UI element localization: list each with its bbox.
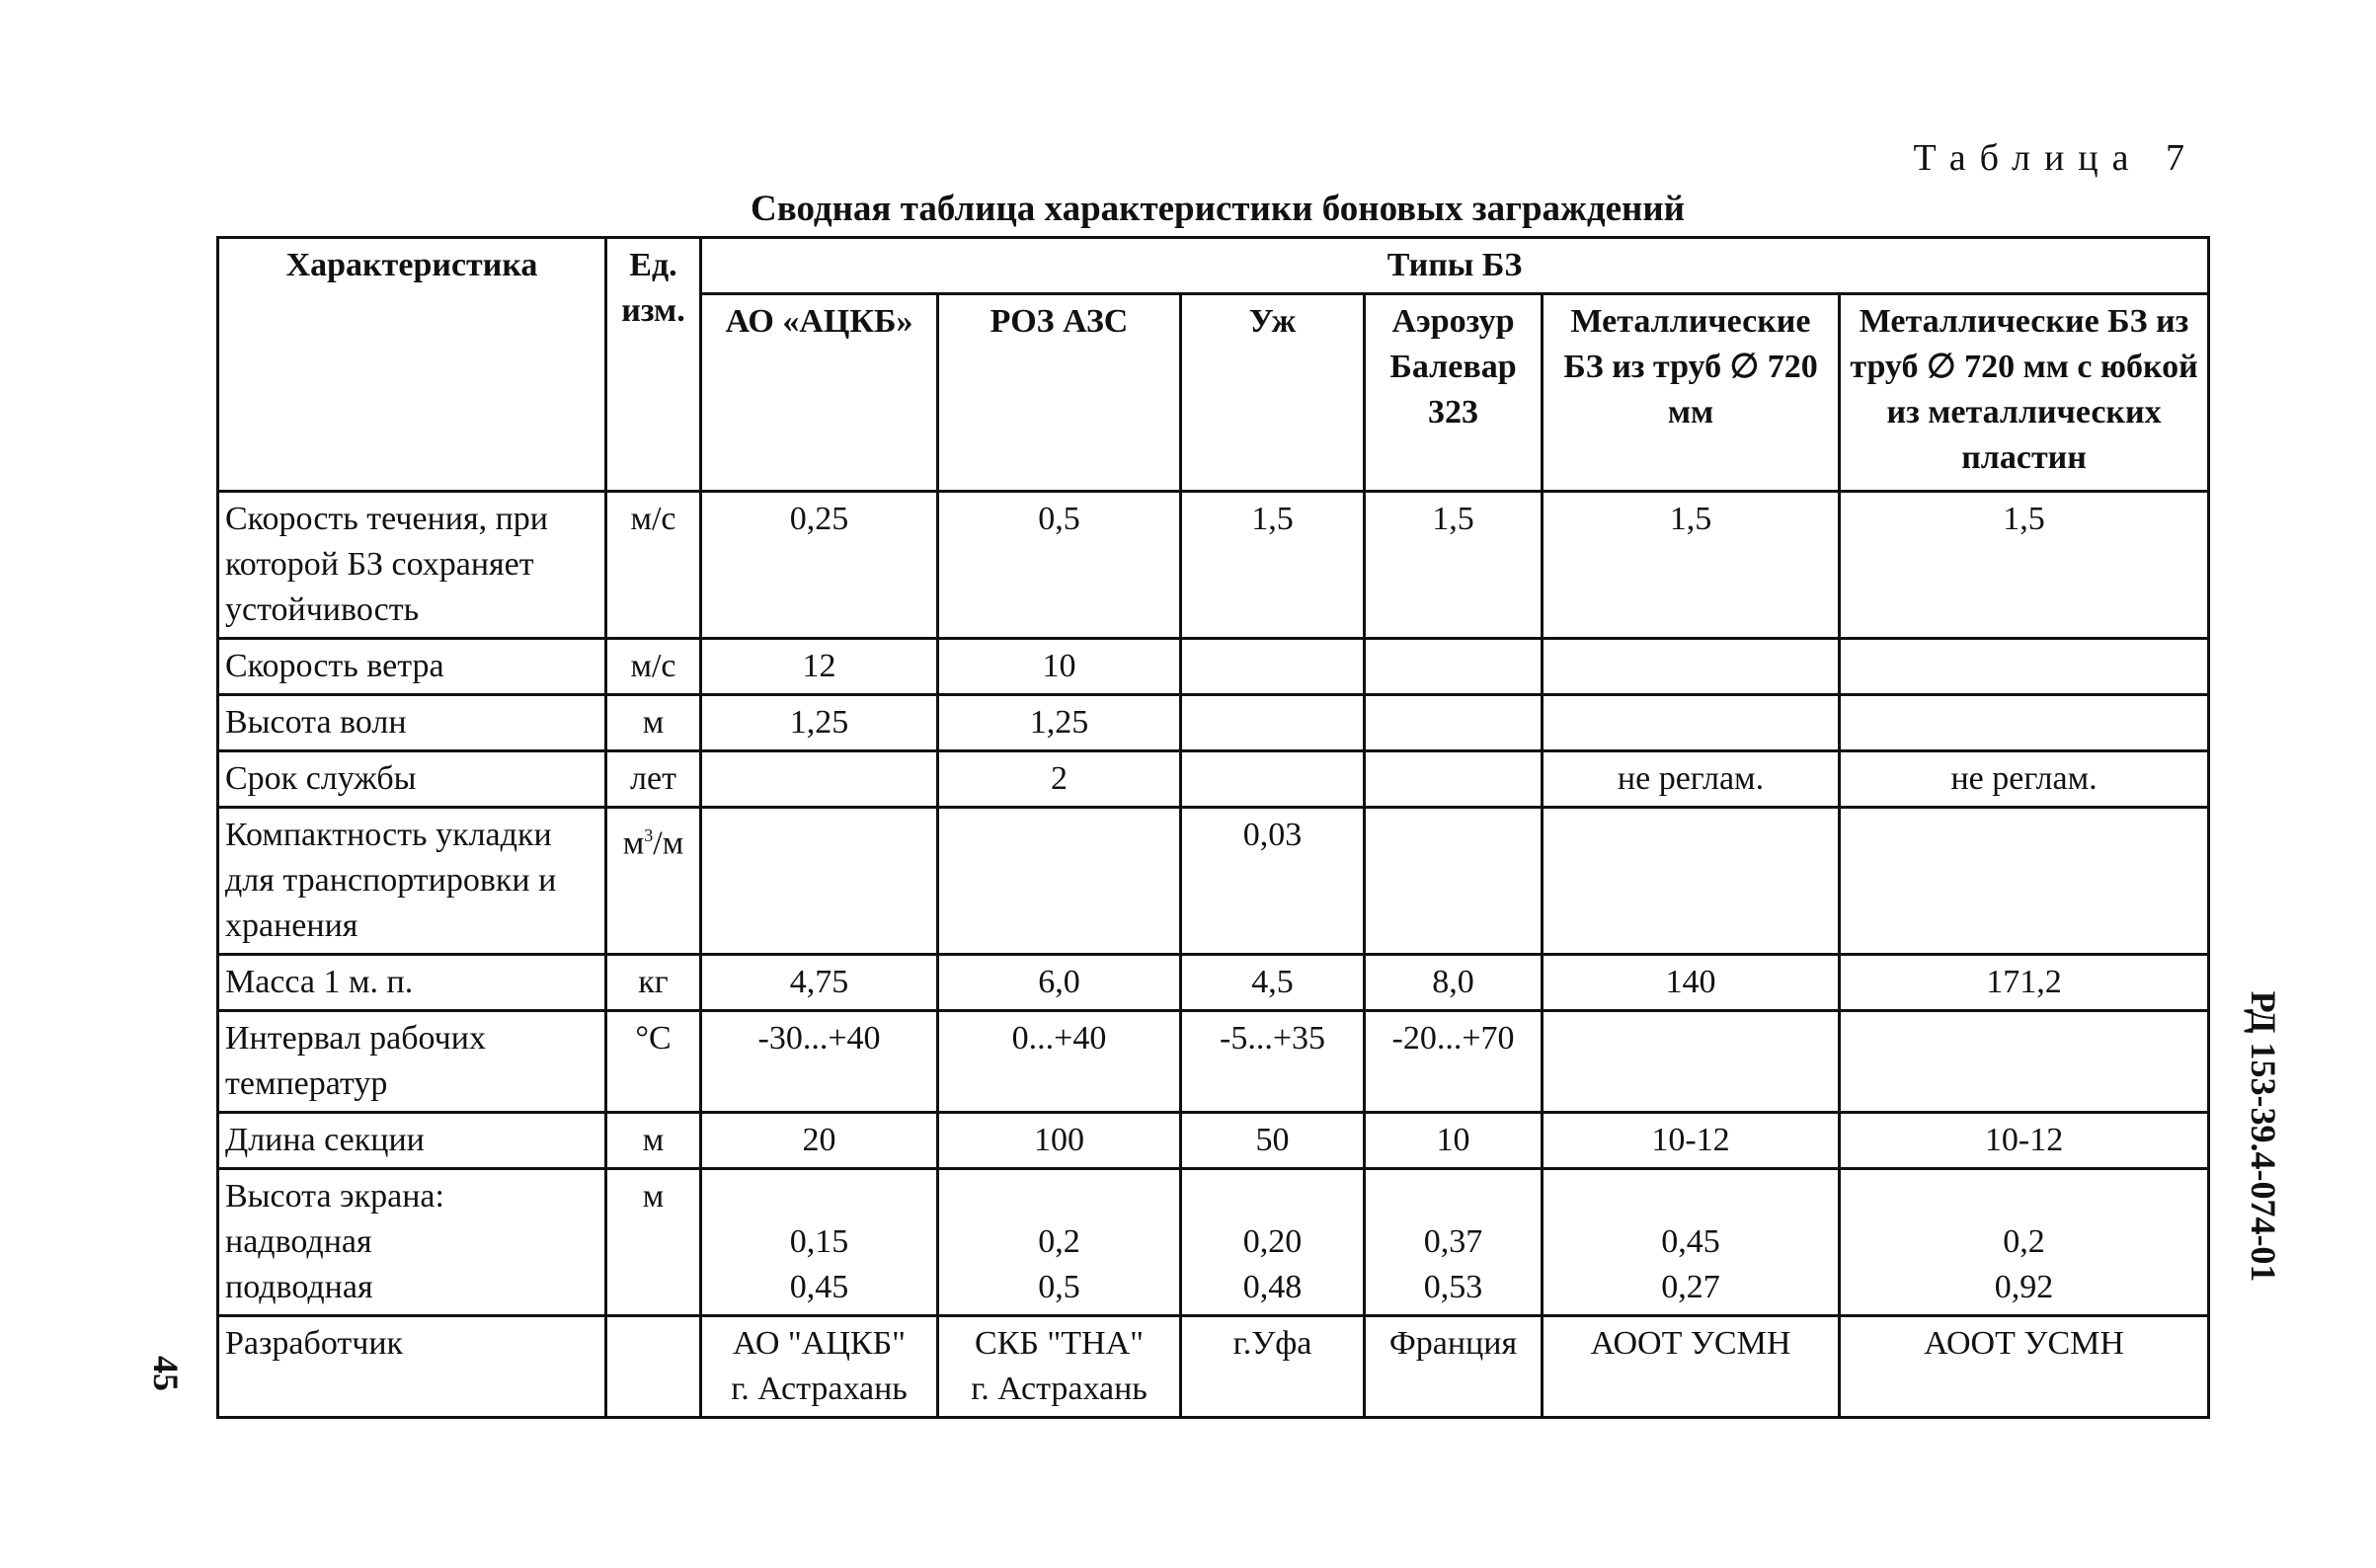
characteristic-cell: Высота волн [218, 695, 606, 751]
column-header: Аэрозур Балевар 323 [1365, 294, 1543, 492]
value-cell: -5...+35 [1181, 1011, 1365, 1113]
value-cell: 0,45 0,27 [1543, 1169, 1840, 1316]
table-label: Таблица 7 [1913, 137, 2198, 179]
value-cell [1181, 751, 1365, 808]
value-cell: 0,25 [701, 492, 938, 639]
value-cell: 0,15 0,45 [701, 1169, 938, 1316]
unit-cell: м [606, 1113, 701, 1169]
table-caption: Сводная таблица характеристики боновых заграждений [751, 189, 1685, 229]
value-cell [1365, 639, 1543, 695]
value-cell: 4,5 [1181, 955, 1365, 1011]
characteristic-cell: Скорость ветра [218, 639, 606, 695]
table-row [218, 1316, 2209, 1418]
column-header: АО «АЦКБ» [701, 294, 938, 492]
value-cell [1365, 751, 1543, 808]
value-cell: 0,2 0,5 [938, 1169, 1181, 1316]
value-cell: 0,37 0,53 [1365, 1169, 1543, 1316]
characteristic-cell: Масса 1 м. п. [218, 955, 606, 1011]
unit-cell: лет [606, 751, 701, 808]
characteristic-cell: Компактность укладки для транспортировки и хранения [218, 808, 606, 955]
value-cell: СКБ "ТНА" г. Астрахань [938, 1316, 1181, 1418]
value-cell: 10-12 [1840, 1113, 2209, 1169]
header-unit: Ед. изм. [606, 238, 701, 492]
value-cell [1543, 639, 1840, 695]
characteristic-cell: Высота экрана: надводная подводная [218, 1169, 606, 1316]
unit-cell [606, 1316, 701, 1418]
header-types: Типы БЗ [701, 238, 2209, 294]
value-cell: 12 [701, 639, 938, 695]
column-header: Металлические БЗ из труб ∅ 720 мм с юбкой из металлических пластин [1840, 294, 2209, 492]
value-cell: не реглам. [1840, 751, 2209, 808]
value-cell: 10-12 [1543, 1113, 1840, 1169]
value-cell: Франция [1365, 1316, 1543, 1418]
value-cell [1365, 695, 1543, 751]
value-cell [1840, 639, 2209, 695]
value-cell: 1,25 [701, 695, 938, 751]
value-cell [1840, 808, 2209, 955]
value-cell: АООТ УСМН [1840, 1316, 2209, 1418]
value-cell: 100 [938, 1113, 1181, 1169]
value-cell: г.Уфа [1181, 1316, 1365, 1418]
value-cell: 10 [938, 639, 1181, 695]
value-cell: не реглам. [1543, 751, 1840, 808]
table-row [218, 492, 2209, 639]
value-cell [1365, 808, 1543, 955]
column-header: Металлические БЗ из труб ∅ 720 мм [1543, 294, 1840, 492]
value-cell [1543, 1011, 1840, 1113]
table-row [218, 1169, 2209, 1316]
value-cell: 1,25 [938, 695, 1181, 751]
characteristic-cell: Скорость течения, при которой БЗ сохраняет устойчивость [218, 492, 606, 639]
value-cell [1840, 695, 2209, 751]
value-cell: 10 [1365, 1113, 1543, 1169]
characteristic-cell: Длина секции [218, 1113, 606, 1169]
value-cell: 0,5 [938, 492, 1181, 639]
value-cell [1181, 695, 1365, 751]
value-cell: 1,5 [1840, 492, 2209, 639]
value-cell [701, 751, 938, 808]
value-cell: 1,5 [1365, 492, 1543, 639]
value-cell: 50 [1181, 1113, 1365, 1169]
table-row [218, 955, 2209, 1011]
unit-cell: кг [606, 955, 701, 1011]
value-cell: 2 [938, 751, 1181, 808]
table-row [218, 639, 2209, 695]
value-cell: 8,0 [1365, 955, 1543, 1011]
unit-cell: м [606, 695, 701, 751]
value-cell [1543, 695, 1840, 751]
value-cell: 0,2 0,92 [1840, 1169, 2209, 1316]
table-row [218, 695, 2209, 751]
value-cell: 20 [701, 1113, 938, 1169]
value-cell: АО "АЦКБ" г. Астрахань [701, 1316, 938, 1418]
value-cell: 4,75 [701, 955, 938, 1011]
column-header: Уж [1181, 294, 1365, 492]
value-cell: 171,2 [1840, 955, 2209, 1011]
header-characteristic: Характеристика [218, 238, 606, 492]
value-cell: 0...+40 [938, 1011, 1181, 1113]
characteristic-cell: Разработчик [218, 1316, 606, 1418]
column-header: РОЗ АЗС [938, 294, 1181, 492]
table-row [218, 751, 2209, 808]
document-code: РД 153-39.4-074-01 [2244, 990, 2283, 1283]
value-cell: -20...+70 [1365, 1011, 1543, 1113]
value-cell [1181, 639, 1365, 695]
value-cell: 6,0 [938, 955, 1181, 1011]
characteristic-cell: Срок службы [218, 751, 606, 808]
unit-cell: °С [606, 1011, 701, 1113]
value-cell [938, 808, 1181, 955]
characteristic-cell: Интервал рабочих температур [218, 1011, 606, 1113]
table-row [218, 1011, 2209, 1113]
value-cell: 0,03 [1181, 808, 1365, 955]
table-row [218, 808, 2209, 955]
value-cell [701, 808, 938, 955]
unit-cell: $м^3/м$ [606, 808, 701, 955]
characteristics-table [216, 236, 2210, 1419]
value-cell [1543, 808, 1840, 955]
value-cell: 1,5 [1181, 492, 1365, 639]
table-row [218, 1113, 2209, 1169]
value-cell: 1,5 [1543, 492, 1840, 639]
unit-cell: м/с [606, 492, 701, 639]
value-cell [1840, 1011, 2209, 1113]
page-number: 45 [146, 1356, 186, 1391]
value-cell: 0,20 0,48 [1181, 1169, 1365, 1316]
value-cell: -30...+40 [701, 1011, 938, 1113]
unit-cell: м [606, 1169, 701, 1316]
unit-cell: м/с [606, 639, 701, 695]
value-cell: 140 [1543, 955, 1840, 1011]
value-cell: АООТ УСМН [1543, 1316, 1840, 1418]
